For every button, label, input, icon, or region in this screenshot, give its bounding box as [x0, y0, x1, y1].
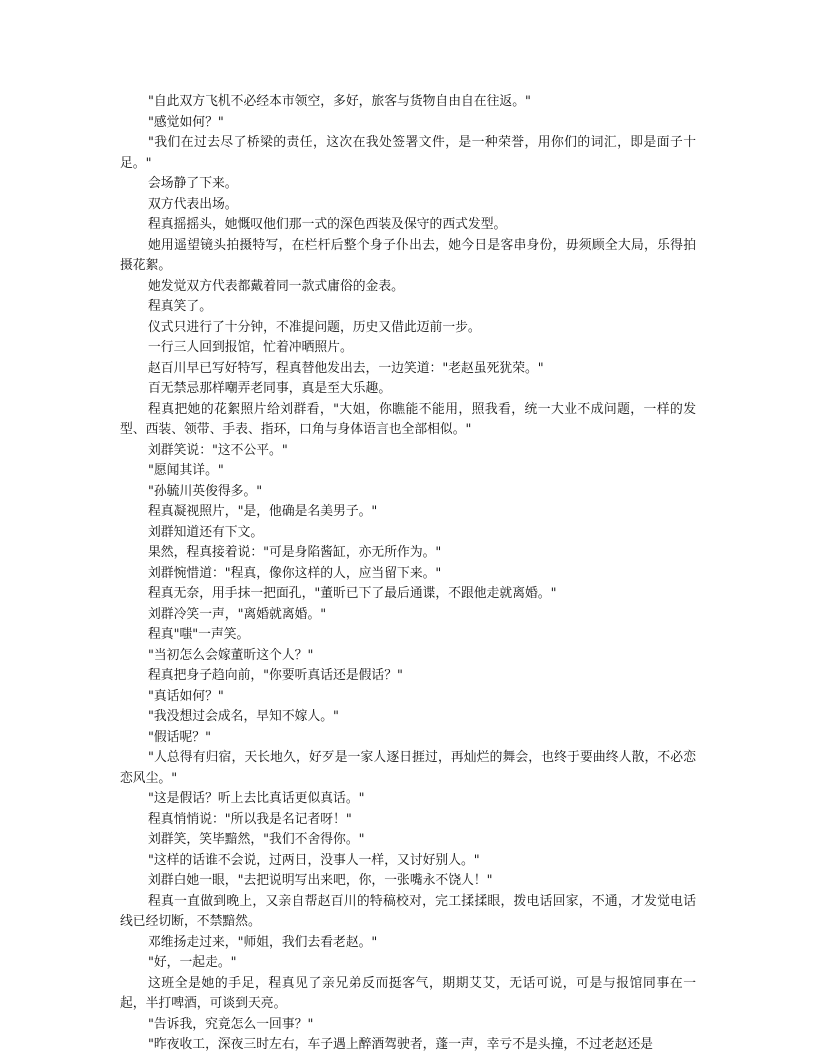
paragraph: 程真摇摇头，她慨叹他们那一式的深色西装及保守的西式发型。: [148, 217, 507, 232]
paragraph: "感觉如何？": [148, 114, 224, 130]
paragraph: 仪式只进行了十分钟，不准提问题，历史又借此迈前一步。: [148, 319, 481, 335]
paragraph: 果然，程真接着说："可是身陷酱缸，亦无所作为。": [148, 545, 442, 560]
paragraph: 百无禁忌那样嘲弄老同事，真是至大乐趣。: [148, 381, 392, 396]
paragraph: "假话呢？": [148, 729, 211, 745]
paragraph: "好，一起走。": [148, 955, 237, 970]
paragraph: "告诉我，究竟怎么一回事？": [148, 1016, 314, 1032]
document-body: [120, 92, 696, 1056]
paragraph: 刘群知道还有下文。: [148, 524, 264, 540]
paragraph: "当初怎么会嫁董昕这个人？": [148, 647, 314, 663]
paragraph: 刘群笑说："这不公平。": [148, 442, 288, 458]
paragraph: 赵百川早已写好特写，程真替他发出去，一边笑道："老赵虽死犹荣。": [148, 360, 544, 376]
paragraph: "这样的话谁不会说，过两日，没事人一样，又讨好别人。": [148, 852, 480, 868]
paragraph: 邓维扬走过来，"师姐，我们去看老赵。": [148, 934, 378, 950]
paragraph: 会场静了下来。: [148, 176, 238, 191]
paragraph: 程真悄悄说："所以我是名记者呀！": [148, 811, 352, 827]
paragraph: 刘群惋惜道："程真，像你这样的人，应当留下来。": [148, 565, 442, 581]
paragraph: "自此双方飞机不必经本市领空，多好，旅客与货物自由自在往返。": [148, 94, 531, 109]
paragraph: 程真"嗤"一声笑。: [148, 627, 250, 642]
paragraph: 刘群笑，笑毕黯然，"我们不舍得你。": [148, 832, 365, 847]
paragraph: 程真把她的花絮照片给刘群看，"大姐，你瞧能不能用，照我看，统一大业不成问题，一样的发型、西装、领带、手表、指环，口角与身体语言也全部相似。": [120, 401, 696, 437]
paragraph: "真话如何？": [148, 688, 224, 704]
paragraph: 刘群白她一眼，"去把说明写出来吧，你，一张嘴永不饶人！": [148, 873, 493, 888]
paragraph: "这是假话？听上去比真话更似真话。": [148, 791, 365, 806]
paragraph: 程真笑了。: [148, 299, 212, 314]
paragraph: 程真无奈，用手抹一把面孔，"董昕已下了最后通谍，不跟他走就离婚。": [148, 586, 557, 601]
paragraph: "人总得有归宿，天长地久，好歹是一家人逐日捱过，再灿烂的舞会，也终于要曲终人散，不必恋恋风尘。": [120, 750, 696, 786]
paragraph: "昨夜收工，深夜三时左右，车子遇上醉酒驾驶者，蓬一声，幸亏不是头撞，不过老赵还是: [148, 1037, 653, 1052]
paragraph: 她发觉双方代表都戴着同一款式庸俗的金表。: [148, 278, 404, 294]
paragraph: 这班全是她的手足，程真见了亲兄弟反而挺客气，期期艾艾，无话可说，可是与报馆同事在一起，半打啤酒，可谈到天亮。: [120, 975, 696, 1011]
paragraph: 双方代表出场。: [148, 196, 238, 212]
paragraph: "孙毓川英俊得多。": [148, 483, 263, 499]
paragraph: "我没想过会成名，早知不嫁人。": [148, 709, 339, 724]
paragraph: 程真一直做到晚上，又亲自帮赵百川的特稿校对，完工揉揉眼，拨电话回家，不通，才发觉电话线已经切断，不禁黯然。: [120, 893, 696, 929]
paragraph: 一行三人回到报馆，忙着冲晒照片。: [148, 340, 353, 355]
paragraph: "我们在过去尽了桥梁的责任，这次在我处签署文件，是一种荣誉，用你们的词汇，即是面子十足。": [120, 135, 696, 171]
paragraph: 程真凝视照片，"是，他确是名美男子。": [148, 504, 378, 519]
paragraph: 程真把身子趋向前，"你要听真话还是假话？": [148, 668, 403, 683]
paragraph: 刘群冷笑一声，"离婚就离婚。": [148, 606, 327, 622]
paragraph: 她用遥望镜头拍摄特写，在栏杆后整个身子仆出去，她今日是客串身份，毋须顾全大局，乐得拍摄花絮。: [120, 237, 696, 273]
paragraph: "愿闻其详。": [148, 463, 224, 478]
